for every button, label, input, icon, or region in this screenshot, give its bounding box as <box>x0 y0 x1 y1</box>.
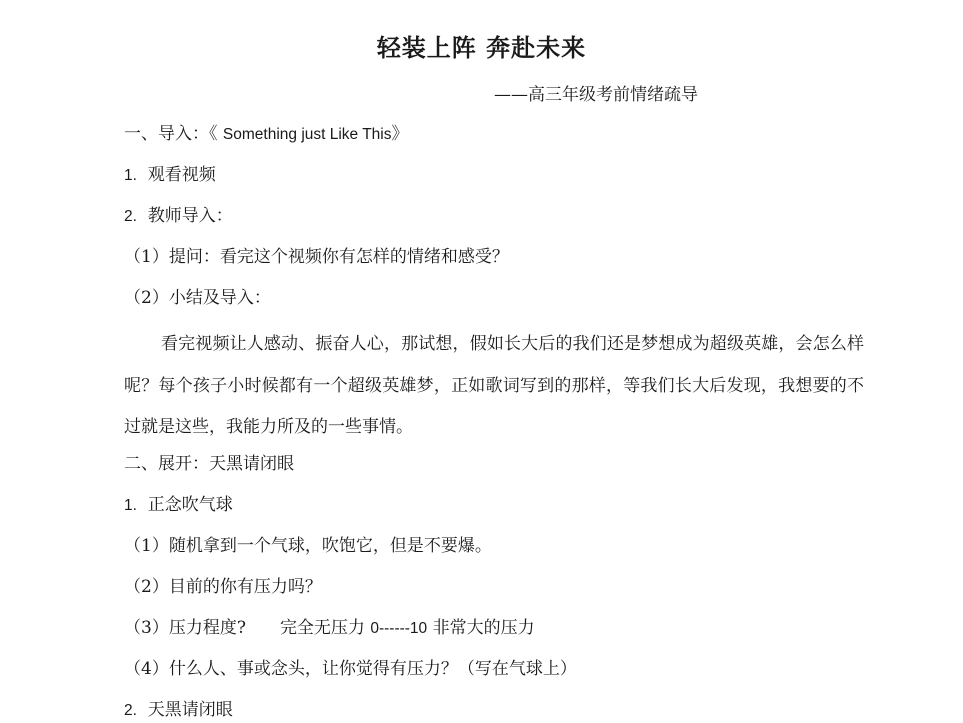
list-item-text: 观看视频 <box>147 165 216 185</box>
list-item <box>124 205 233 228</box>
sub-item: （2）小结及导入： <box>124 288 271 308</box>
list-item <box>124 494 233 517</box>
list-item <box>124 699 233 722</box>
section1-heading-suffix: 》 <box>391 124 409 144</box>
sub-item: （1）随机拿到一个气球，吹饱它，但是不要爆。 <box>124 536 492 556</box>
section2-heading: 二、展开：天黑请闭眼 <box>124 454 294 474</box>
list-item-number: 2. <box>124 208 137 225</box>
sub-item-pressure-scale <box>124 617 535 640</box>
scale-range: 0------10 <box>370 620 428 637</box>
list-item-text: 正念吹气球 <box>147 495 233 515</box>
list-item-number: 1. <box>124 497 137 514</box>
list-item-text: 天黑请闭眼 <box>147 700 233 720</box>
scale-right-label: 非常大的压力 <box>427 618 535 638</box>
list-item-text: 教师导入： <box>147 206 233 226</box>
document-title: 轻装上阵 奔赴未来 <box>376 33 587 62</box>
sub-item-label: （3）压力程度? <box>124 618 246 638</box>
body-paragraph: 看完视频让人感动、振奋人心，那试想，假如长大后的我们还是梦想成为超级英雄，会怎么样呢？每个孩子小时候都有一个超级英雄梦，正如歌词写到的那样，等我们长大后发现，我想要的不过就是这些，我能力所及的一些事情。 <box>124 334 864 437</box>
sub-item: （2）目前的你有压力吗？ <box>124 577 322 597</box>
section1-heading <box>124 123 408 146</box>
document-subtitle: ——高三年级考前情绪疏导 <box>494 85 698 105</box>
section1-heading-prefix: 一、导入：《 <box>124 124 223 144</box>
list-item-number: 2. <box>124 702 137 719</box>
sub-item: （4）什么人、事或念头，让你觉得有压力？（写在气球上） <box>124 659 577 679</box>
section1-song-title: Something just Like This <box>222 126 392 143</box>
list-item-number: 1. <box>124 167 137 184</box>
sub-item: （1）提问：看完这个视频你有怎样的情绪和感受？ <box>124 247 509 267</box>
scale-left-label: 完全无压力 <box>279 618 371 638</box>
list-item <box>124 164 216 187</box>
